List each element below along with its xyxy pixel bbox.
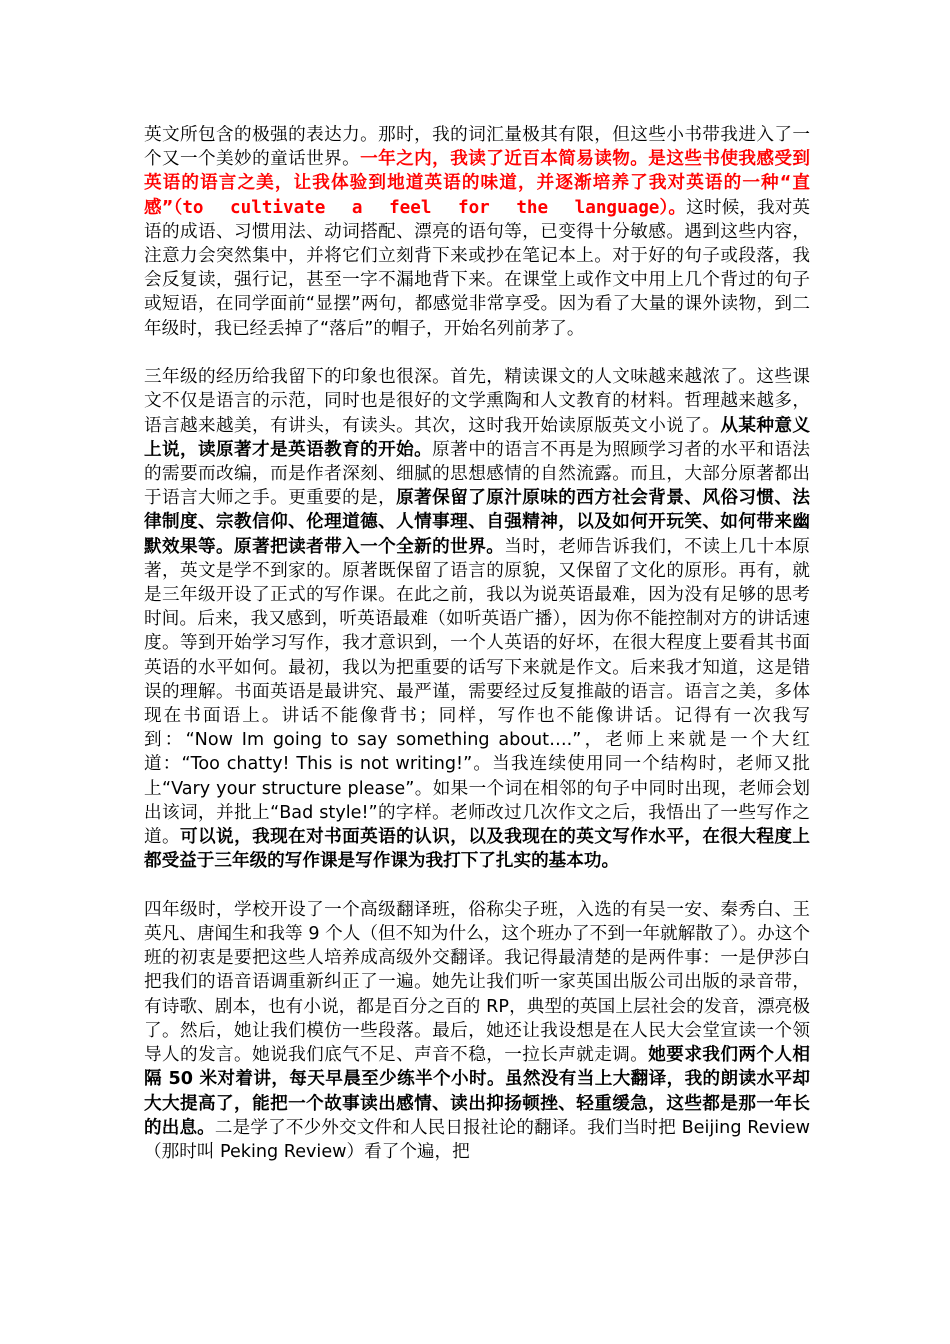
paragraph-1 — [144, 123, 810, 341]
paragraph-1-red-closing: ）。 — [659, 197, 687, 218]
paragraph-1-text-continued: 这时候，我对英语的成语、习惯用法、动词搭配、漂亮的语句等，已变得十分敏感。遇到这些内容，注意力会突然集中，并将它们立刻背下来或抄在笔记本上。对于好的句子或段落，我会反复读，强行记，甚至一字不漏地背下来。在课堂上或作文中用上几个背过的句子或短语，在同学面前“显摆”两句，都感觉非常享受。因为看了大量的课外读物，到二年级时，我已经丢掉了“落后”的帽子，开始名列前茅了。 — [144, 197, 811, 339]
paragraph-3-text-2: 二是学了不少外交文件和人民日报社论的翻译。我们当时把 Beijing Review（那时叫 Peking Review）看了个遍，把 — [144, 1117, 810, 1162]
paragraph-2-bold-1: 从某种意义上说，读原著才是英语教育的开始。 — [144, 415, 810, 460]
paragraph-2-text-3: 当时，老师告诉我们，不读上几十本原著，英文是学不到家的。原著既保留了语言的原貌，又保留了文化的原形。再有，就是三年级开设了正式的写作课。在此之前，我以为说英语最难，因为没有足够的思考时间。后来，我又感到，听英语最难（如听英语广播），因为你不能控制对方的讲话速度。等到开始学习写作，我才意识到，一个人英语的好坏，在很大程度上要看其书面英语的水平如何。最初，我以为把重要的话写下来就是作文。后来我才知道，这是错误的理解。书面英语是最讲究、最严谨，需要经过反复推敲的语言。语言之美，多体现在书面语上。讲话不能像背书；同样，写作也不能像讲话。记得有一次我写到：“Now Im going to say something about….”，老师上来就是一个大红道：“Too chatty! This is not writing!”。当我连续使用同一个结构时，老师又批上“Vary your structure please”。如果一个词在相邻的句子中同时出现，老师会划出该词，并批上“Bad style!”的字样。老师改过几次作文之后，我悟出了一些写作之道。 — [144, 536, 810, 848]
paragraph-2-text-2: 原著中的语言不再是为照顾学习者的水平和语法的需要而改编，而是作者深刻、细腻的思想感情的自然流露。而且，大部分原著都出于语言大师之手。更重要的是， — [144, 439, 810, 509]
paragraph-2-bold-2: 原著保留了原汁原味的西方社会背景、风俗习惯、法律制度、宗教信仰、伦理道德、人情事理、自强精神，以及如何开玩笑、如何带来幽默效果等。原著把读者带入一个全新的世界。 — [144, 488, 810, 557]
paragraph-2-text: 三年级的经历给我留下的印象也很深。首先，精读课文的人文味越来越浓了。这些课文不仅是语言的示范，同时也是很好的文学熏陶和人文教育的材料。哲理越来越多，语言越来越美，有讲头，有读头。其次，这时我开始读原版英文小说了。 — [144, 367, 810, 436]
paragraph-3 — [144, 898, 810, 1164]
paragraph-3-text: 四年级时，学校开设了一个高级翻译班，俗称尖子班，入选的有吴一安、秦秀白、王英凡、唐闻生和我等 9 个人（但不知为什么，这个班办了不到一年就解散了）。办这个班的初衷是要把这些人培养成高级外交翻译。我记得最清楚的是两件事：一是伊莎白把我们的语音语调重新纠正了一遍。她先让我们听一家英国出版公司出版的录音带，有诗歌、剧本，也有小说，都是百分之百的 RP，典型的英国上层社会的发音，漂亮极了。然后，她让我们模仿一些段落。最后，她还让我设想是在人民大会堂宣读一个领导人的发言。她说我们底气不足、声音不稳，一拉长声就走调。 — [144, 899, 810, 1066]
paragraph-1-red-english-phrase: to cultivate a feel for the language — [182, 197, 660, 218]
paragraph-1-text: 英文所包含的极强的表达力。那时，我的词汇量极其有限，但这些小书带我进入了一个又一个美妙的童话世界。 — [144, 125, 810, 170]
paragraph-3-bold: 她要求我们两个人相隔 50 米对着讲，每天早晨至少练半个小时。虽然没有当上大翻译，我的朗读水平却大大提高了，能把一个故事读出感情、读出抑扬顿挫、轻重缓急，这些都是那一年长的出息。 — [144, 1045, 810, 1138]
paragraph-2-bold-3: 可以说，我现在对书面英语的认识，以及我现在的英文写作水平，在很大程度上都受益于三年级的写作课是写作课为我打下了扎实的基本功。 — [144, 827, 810, 872]
paragraph-1-red-highlight: 一年之内，我读了近百本简易读物。是这些书使我感受到英语的语言之美，让我体验到地道英语的味道，并逐渐培养了我对英语的一种“直感”（ — [144, 149, 810, 218]
paragraph-2 — [144, 365, 810, 873]
document-body — [144, 123, 810, 1189]
